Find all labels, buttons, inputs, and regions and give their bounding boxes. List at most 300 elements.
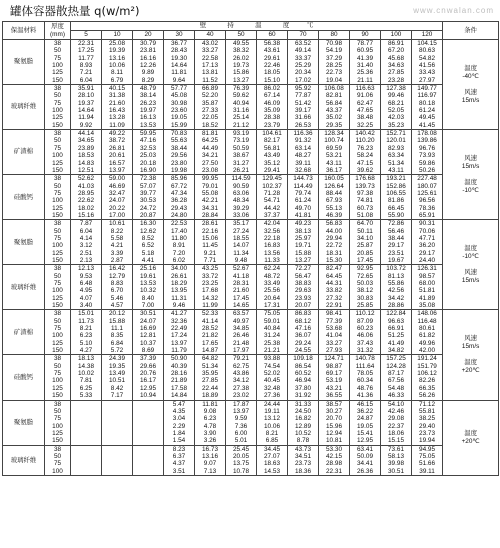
heat-value: 64.45 <box>326 272 342 280</box>
heat-value: 13.75 <box>233 460 249 468</box>
heat-value: 53.68 <box>326 325 342 333</box>
thickness-unit: (mm) <box>50 30 65 38</box>
heat-value: 56.83 <box>326 220 342 228</box>
thickness-value: 125 <box>52 384 63 392</box>
heat-value: 12.95 <box>140 384 156 392</box>
heat-value: 59.00 <box>109 175 125 183</box>
heat-value: 35.23 <box>388 121 404 129</box>
heat-value: 47.16 <box>140 137 156 145</box>
heat-value: 19.30 <box>171 54 187 62</box>
value-column <box>257 130 288 175</box>
material-name: 硅酸钙 <box>3 355 45 400</box>
heat-value: 13.49 <box>109 370 125 378</box>
heat-value: 42.56 <box>388 287 404 295</box>
temp-col: 40 <box>195 31 226 40</box>
thickness-value: 38 <box>53 130 62 138</box>
heat-value: 39.11 <box>295 159 311 167</box>
heat-value: 88.44 <box>326 189 342 197</box>
value-column <box>381 310 412 355</box>
value-column <box>288 85 319 130</box>
thickness-list <box>45 355 71 400</box>
heat-value: 77.39 <box>326 317 342 325</box>
value-column <box>164 265 195 310</box>
value-column <box>319 265 350 310</box>
value-column <box>133 175 164 220</box>
heat-value: 29.43 <box>171 204 187 212</box>
heat-value: 11.79 <box>171 347 187 355</box>
heat-value: 76.23 <box>357 144 373 152</box>
value-column <box>412 400 443 445</box>
thickness-value: 150 <box>52 392 63 400</box>
heat-value: 16.69 <box>140 325 156 333</box>
heat-value: 34.12 <box>233 377 249 385</box>
condition-header: 条件 <box>443 22 499 40</box>
heat-value: 12.95 <box>357 437 373 445</box>
heat-value: 29.63 <box>295 287 311 295</box>
heat-value: 30.27 <box>326 407 342 415</box>
value-column <box>257 85 288 130</box>
heat-value: 13.97 <box>233 407 249 415</box>
heat-value <box>102 468 132 475</box>
condition-wind_value: 15m/s <box>461 342 480 350</box>
thickness-value: 100 <box>52 152 63 160</box>
heat-value: 13.56 <box>264 249 280 257</box>
heat-value: 60.95 <box>357 47 373 55</box>
heat-value: 11.31 <box>171 294 187 302</box>
condition-wind_value: 15m/s <box>461 162 480 170</box>
heat-value: 4.27 <box>79 347 93 355</box>
value-column <box>257 400 288 445</box>
heat-value: 16.30 <box>140 220 156 228</box>
heat-value: 61.24 <box>295 197 311 205</box>
heat-value: 22.53 <box>171 220 187 228</box>
heat-value: 23.81 <box>140 47 156 55</box>
heat-value: 42.00 <box>419 347 436 355</box>
heat-value: 4.41 <box>141 256 155 264</box>
heat-value: 28.86 <box>388 302 404 310</box>
heat-value: 18.05 <box>264 69 280 77</box>
value-column <box>412 265 443 310</box>
heat-value: 19.94 <box>419 437 436 445</box>
heat-value: 6.52 <box>141 242 155 250</box>
heat-value <box>71 415 101 422</box>
heat-value: 30.51 <box>140 310 156 318</box>
heat-value: 30.53 <box>140 197 156 205</box>
heat-value: 23.60 <box>171 107 187 115</box>
heat-value: 8.52 <box>141 234 155 242</box>
heat-value: 3.39 <box>110 249 124 257</box>
heat-value: 49.55 <box>233 40 249 47</box>
heat-value: 44.42 <box>264 204 280 212</box>
heat-value: 34.51 <box>295 452 311 460</box>
heat-value: 18.06 <box>388 429 404 437</box>
heat-value: 86.83 <box>295 310 311 318</box>
heat-value: 59.95 <box>140 130 156 138</box>
heat-value: 35.17 <box>233 220 249 228</box>
value-column <box>102 175 133 220</box>
thickness-value: 50 <box>53 182 62 190</box>
heat-value: 34.63 <box>388 62 404 70</box>
heat-value: 27.85 <box>202 377 218 385</box>
value-column <box>164 40 195 85</box>
heat-value: 36.77 <box>171 40 187 47</box>
heat-value: 52.05 <box>388 107 404 115</box>
heat-value: 14.07 <box>233 242 249 250</box>
heat-value: 28.95 <box>78 189 94 197</box>
heat-value: 10.51 <box>109 377 125 385</box>
heat-value: 44.31 <box>326 280 342 287</box>
heat-value: 24.87 <box>357 415 373 423</box>
heat-value: 51.66 <box>419 460 436 468</box>
heat-value: 41.03 <box>78 182 94 190</box>
heat-value: 31.33 <box>295 400 311 408</box>
value-column <box>133 265 164 310</box>
heat-value: 76.39 <box>233 85 249 93</box>
heat-value: 23.28 <box>388 76 404 84</box>
heat-value: 99.46 <box>388 92 404 100</box>
heat-value: 53.30 <box>326 445 342 453</box>
condition-wind: 风速 <box>464 268 477 276</box>
heat-value: 81.81 <box>202 130 218 138</box>
value-column <box>71 445 102 475</box>
heat-value: 29.66 <box>140 362 156 370</box>
thickness-value: 50 <box>53 452 62 460</box>
heat-value: 38.25 <box>419 415 436 423</box>
heat-value: 56.46 <box>388 227 404 235</box>
heat-value: 39.77 <box>140 189 156 197</box>
thickness-list <box>45 85 71 130</box>
heat-value: 34.42 <box>388 294 404 302</box>
temp-char-3: 温 <box>255 22 262 29</box>
heat-value: 15.15 <box>388 437 404 445</box>
heat-value: 15.16 <box>78 211 94 219</box>
heat-value: 106.08 <box>324 85 344 93</box>
heat-value: 16.57 <box>109 159 125 167</box>
heat-value: 126.64 <box>324 182 344 190</box>
heat-value: 44.14 <box>78 130 94 138</box>
heat-value: 110.20 <box>355 137 375 145</box>
heat-value: 72.65 <box>357 272 373 280</box>
heat-value: 49.70 <box>295 204 311 212</box>
heat-value: 38.48 <box>357 114 373 122</box>
heat-value: 36.20 <box>419 242 436 250</box>
condition-temp: 温度 <box>464 178 477 186</box>
heat-value: 51.34 <box>388 159 404 167</box>
temp-col: 10 <box>102 31 133 40</box>
heat-value: 62.24 <box>264 265 280 273</box>
thickness-value: 50 <box>53 317 62 325</box>
heat-value: 11.81 <box>202 400 218 408</box>
condition-temp: 温度 <box>464 244 477 252</box>
heat-value: 67.93 <box>326 197 342 205</box>
heat-value: 6.48 <box>79 280 93 287</box>
heat-value: 43.61 <box>264 47 280 55</box>
value-column <box>71 355 102 400</box>
heat-value: 27.36 <box>264 392 280 400</box>
heat-value: 17.00 <box>109 211 125 219</box>
heat-value: 32.47 <box>109 189 125 197</box>
temp-col: 80 <box>319 31 350 40</box>
heat-value: 37.80 <box>295 384 311 392</box>
heat-value: 27.93 <box>326 347 342 355</box>
heat-value: 66.45 <box>388 204 404 212</box>
value-column <box>71 310 102 355</box>
heat-value: 1.54 <box>172 437 186 445</box>
condition-value: -40℃ <box>462 72 479 80</box>
heat-value: 31.27 <box>233 159 249 167</box>
heat-value: 5.18 <box>141 249 155 257</box>
thickness-value: 100 <box>52 377 63 385</box>
heat-value: 47.15 <box>357 159 373 167</box>
heat-value: 70.83 <box>171 130 187 138</box>
heat-value: 12.81 <box>140 332 156 340</box>
temp-values-row <box>3 31 499 40</box>
heat-value: 8.83 <box>110 280 124 287</box>
heat-value: 49.45 <box>419 114 436 122</box>
heat-value: 25.97 <box>295 234 311 242</box>
heat-value: 21.89 <box>171 377 187 385</box>
heat-value: 15.88 <box>295 249 311 257</box>
heat-value: 9.59 <box>234 415 248 423</box>
heat-value: 52.33 <box>202 310 218 318</box>
heat-value: 29.17 <box>388 242 404 250</box>
heat-value: 46.09 <box>264 99 280 107</box>
value-column <box>288 445 319 475</box>
heat-value: 51.08 <box>357 211 373 219</box>
thickness-value: 50 <box>53 92 62 100</box>
heat-value: 41.27 <box>171 310 187 318</box>
heat-value: 25.16 <box>140 265 156 273</box>
heat-value: 11.1 <box>111 325 123 333</box>
heat-value: 20.85 <box>357 249 373 257</box>
heat-value <box>133 437 163 444</box>
thickness-label: 厚度 <box>51 22 64 30</box>
thickness-header <box>45 22 71 40</box>
heat-value <box>133 408 163 415</box>
heat-value: 69.59 <box>326 144 342 152</box>
heat-value: 82.93 <box>388 144 404 152</box>
header-row <box>3 22 499 31</box>
heat-value: 32.68 <box>295 166 311 174</box>
heat-value: 20.64 <box>264 294 280 302</box>
heat-value: 25.36 <box>357 69 373 77</box>
heat-value: 33.06 <box>233 211 249 219</box>
heat-value: 74.54 <box>264 362 280 370</box>
heat-value: 13.53 <box>140 280 156 287</box>
heat-value: 25.56 <box>264 287 280 295</box>
thickness-value: 150 <box>52 302 63 310</box>
value-column <box>195 310 226 355</box>
heat-value: 18.02 <box>78 204 94 212</box>
thickness-value: 75 <box>53 234 62 242</box>
value-column <box>133 85 164 130</box>
value-column <box>133 130 164 175</box>
thickness-value: 100 <box>52 107 63 115</box>
heat-value: 50.09 <box>357 452 373 460</box>
thickness-value: 150 <box>52 166 63 174</box>
heat-value: 127.38 <box>386 85 406 93</box>
heat-value: 8.91 <box>172 242 186 250</box>
thickness-value: 125 <box>52 294 63 302</box>
thickness-value: 75 <box>53 144 62 152</box>
heat-value <box>133 468 163 475</box>
heat-value: 14.53 <box>264 467 280 475</box>
condition-cell <box>443 400 499 475</box>
value-column <box>102 40 133 85</box>
temp-col: 30 <box>164 31 195 40</box>
heat-value: 57.07 <box>140 182 156 190</box>
heat-value: 46.33 <box>388 392 404 400</box>
value-column <box>412 220 443 265</box>
heat-value: 22.72 <box>326 242 342 250</box>
material-block <box>3 130 499 175</box>
heat-value: 34.10 <box>357 234 373 242</box>
heat-value: 67.14 <box>264 92 280 100</box>
heat-value: 40.94 <box>233 99 249 107</box>
thickness-value: 150 <box>52 121 63 129</box>
heat-value: 35.02 <box>326 114 342 122</box>
heat-value: 21.60 <box>233 287 249 295</box>
heat-value: 97.38 <box>357 189 373 197</box>
value-column <box>319 445 350 475</box>
heat-value: 12.94 <box>326 429 342 437</box>
heat-value: 8.21 <box>265 429 279 437</box>
material-name: 聚氨脂 <box>3 400 45 445</box>
value-column <box>102 265 133 310</box>
heat-value: 96.76 <box>419 144 436 152</box>
heat-value: 25.85 <box>357 302 373 310</box>
heat-value: 49.96 <box>419 339 436 347</box>
heat-value: 40.15 <box>109 85 125 93</box>
heat-value: 46.69 <box>109 182 125 190</box>
material-name: 硅酸钙 <box>3 175 45 220</box>
page-title: 罐体容器散热量 q(w/m²) <box>10 4 140 18</box>
heat-value: 37.39 <box>140 355 156 363</box>
heat-value: 22.18 <box>264 234 280 242</box>
heat-value: 33.72 <box>202 272 218 280</box>
material-name: 聚氨脂 <box>3 220 45 265</box>
heat-value: 6.02 <box>172 256 186 264</box>
value-column <box>226 175 257 220</box>
heat-value: 62.47 <box>357 99 373 107</box>
heat-value <box>102 460 132 467</box>
heat-value: 72.27 <box>295 265 311 273</box>
heat-value: 38.32 <box>233 47 249 55</box>
value-column <box>350 355 381 400</box>
thickness-value: 75 <box>53 189 62 197</box>
heat-value: 7.13 <box>203 467 217 475</box>
heat-value: 18.55 <box>233 234 249 242</box>
heat-value: 28.31 <box>233 280 249 287</box>
heat-value: 41.81 <box>295 211 311 219</box>
heat-value: 82.17 <box>264 137 280 145</box>
heat-value: 24.07 <box>109 197 125 205</box>
heat-value: 31.32 <box>357 347 373 355</box>
value-column <box>226 355 257 400</box>
value-column <box>412 130 443 175</box>
temp-col: 90 <box>350 31 381 40</box>
heat-value: 43.25 <box>202 265 218 273</box>
heat-value: 67.20 <box>388 47 404 55</box>
heat-value: 29.24 <box>295 339 311 347</box>
material-block <box>3 85 499 130</box>
heat-value: 45.68 <box>388 54 404 62</box>
heat-value: 9.08 <box>203 407 217 415</box>
heat-value: 129.45 <box>262 175 282 183</box>
heat-value: 17.02 <box>295 76 311 84</box>
value-column <box>257 310 288 355</box>
heat-value: 66.91 <box>388 325 404 333</box>
heat-value: 63.06 <box>233 189 249 197</box>
value-column <box>319 310 350 355</box>
heat-value: 63.52 <box>295 40 311 47</box>
heat-value: 54.82 <box>419 54 436 62</box>
heat-value: 20.76 <box>140 370 156 378</box>
heat-value: 14.87 <box>202 347 218 355</box>
heat-value: 26.36 <box>357 467 373 475</box>
heat-value: 27.33 <box>202 107 218 115</box>
heat-value: 126.31 <box>417 265 437 273</box>
heat-value: 71.28 <box>264 189 280 197</box>
heat-value: 35.12 <box>264 159 280 167</box>
value-column <box>288 220 319 265</box>
heat-value: 30.83 <box>357 294 373 302</box>
heat-value: 3.40 <box>79 302 93 310</box>
heat-value: 47.34 <box>171 189 187 197</box>
heat-value: 78.05 <box>357 370 373 378</box>
heat-value: 45.08 <box>171 92 187 100</box>
material-block <box>3 40 499 85</box>
value-column <box>195 400 226 445</box>
thickness-value: 150 <box>52 256 63 264</box>
heat-value: 85.96 <box>171 175 187 183</box>
value-column <box>288 355 319 400</box>
heat-value: 144.73 <box>293 175 313 183</box>
thickness-value: 75 <box>53 370 62 378</box>
heat-value: 52.67 <box>233 265 249 273</box>
heat-value: 30.98 <box>171 99 187 107</box>
heat-value: 22.73 <box>326 69 342 77</box>
heat-value: 23.73 <box>295 460 311 468</box>
value-column <box>164 400 195 445</box>
value-column <box>412 445 443 475</box>
heat-value: 16.73 <box>202 445 218 453</box>
heat-value: 43.73 <box>295 445 311 453</box>
heat-value: 14.64 <box>171 62 187 70</box>
value-column <box>257 445 288 475</box>
heat-value: 7.71 <box>203 256 217 264</box>
value-column <box>412 355 443 400</box>
heat-value: 34.65 <box>78 137 94 145</box>
heat-value <box>102 437 132 444</box>
heat-value: 21.82 <box>202 332 218 340</box>
heat-value: 14.65 <box>233 302 249 310</box>
value-column <box>257 355 288 400</box>
heat-value: 16.83 <box>264 242 280 250</box>
value-column <box>350 40 381 85</box>
heat-value: 70.98 <box>326 40 342 47</box>
heat-value: 22.31 <box>78 40 94 47</box>
value-column <box>257 175 288 220</box>
heat-value: 21.12 <box>233 121 249 129</box>
material-name: 玻璃纤维 <box>3 445 45 475</box>
thickness-value: 75 <box>53 99 62 107</box>
heat-value: 34.31 <box>202 204 218 212</box>
heat-value: 58.13 <box>388 452 404 460</box>
heat-value: 18.29 <box>171 280 187 287</box>
value-column <box>195 445 226 475</box>
heat-value <box>71 460 101 467</box>
